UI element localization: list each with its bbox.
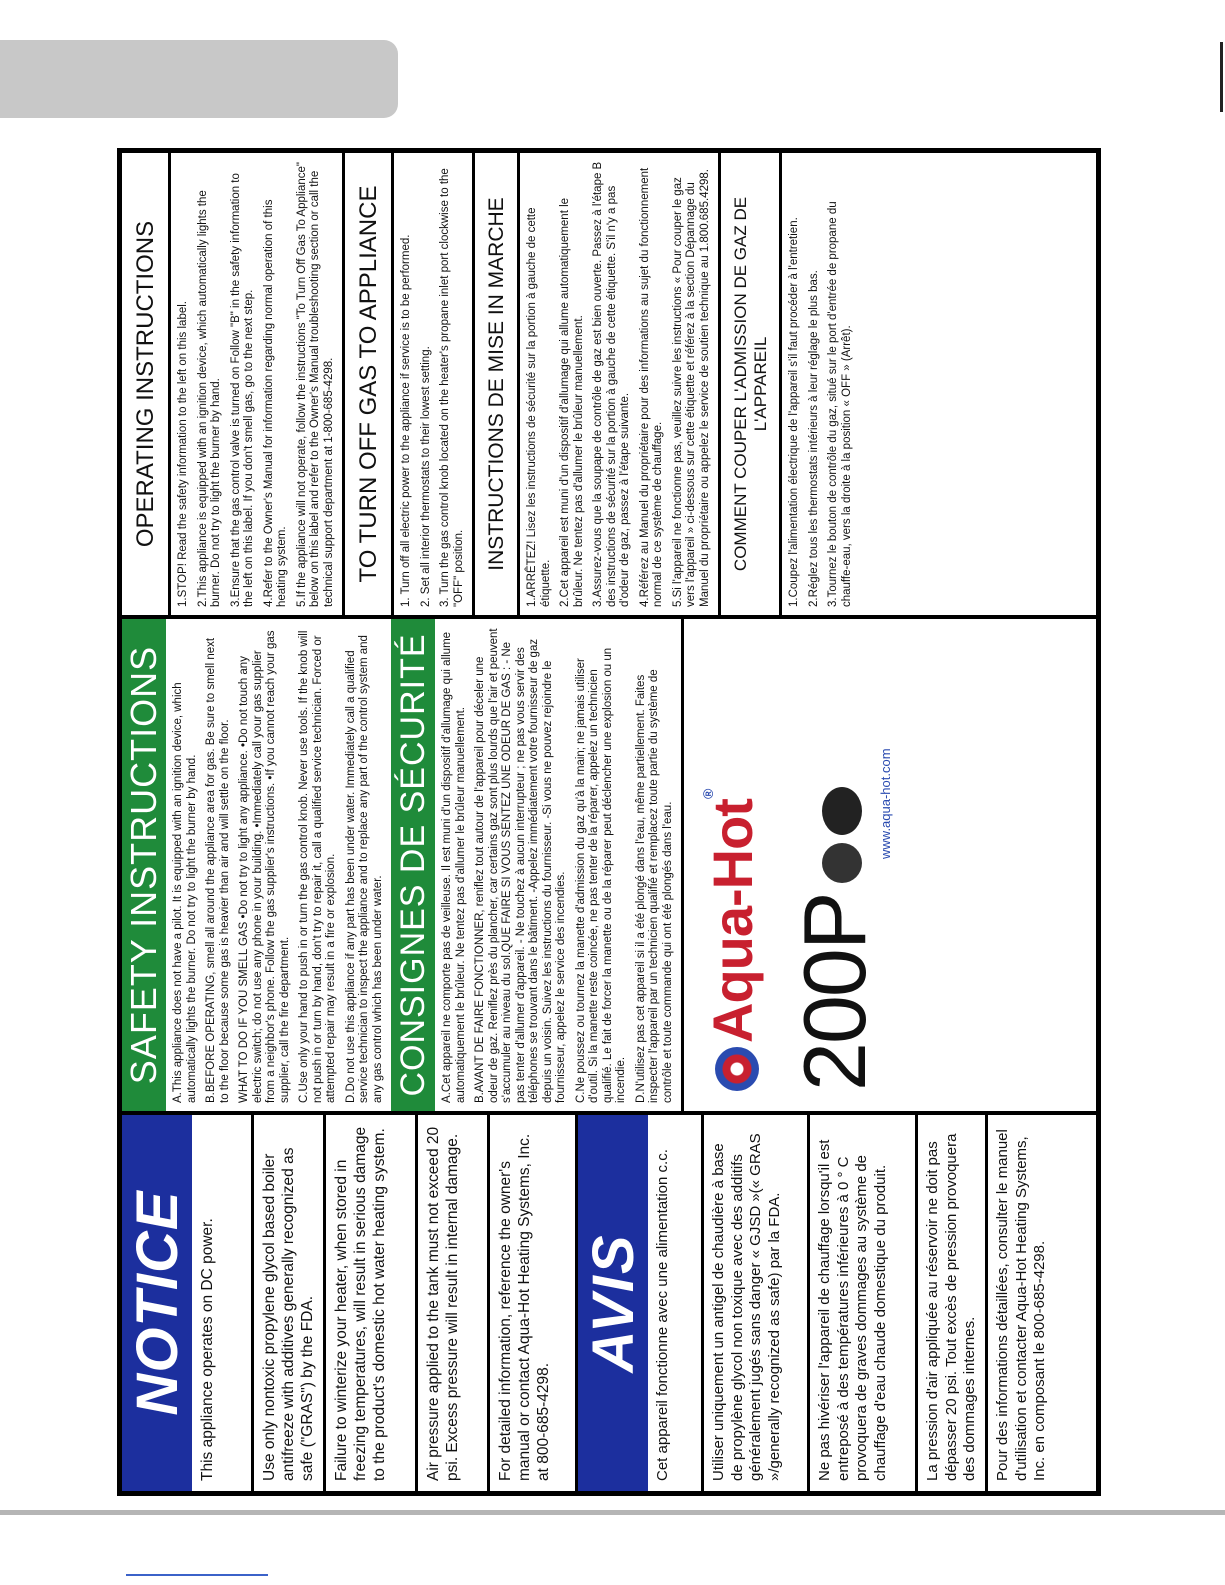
avis-item: Utiliser uniquement un antigel de chaudière à base de propylène glycol non toxique avec des additifs généralement jugés sans danger « GJSD »(« GRAS »/generally recognized as safe) par la FDA.: [704, 1115, 810, 1491]
safety-paragraph: C.Use only your hand to push in or turn the gas control knob. Never use tools. If the knob will not push in or turn by hand, don't try to repair it, call a qualified service technician. Forced or attempted repair may result in a fire or explosion.: [298, 630, 337, 1103]
avis-heading: AVIS: [578, 1115, 648, 1491]
model-text: 200P: [785, 893, 884, 1091]
miseenmarche-step: 3.Assurez-vous que la soupape de contrôle de gaz est bien ouverte. Passez à l'étape B des instructions de sécurité sur la portion à gauche de cette étiquette. S'il n'y a pas d'odeur de gaz, passez à l'étape suivante.: [592, 161, 631, 607]
couper-step: 3.Tournez le bouton de contrôle du gaz, situé sur le port d'entrée de propane du chauffe-eau, vers la droite à la position « OFF » (Arrêt).: [827, 201, 853, 607]
footer-rule: [0, 1510, 1225, 1515]
consignes-paragraph: A.Cet appareil ne comporte pas de veilleuse. Il est muni d'un dispositif d'allumage qui allume automatiquement le brûleur. Ne tentez pas d'allumer le brûleur manuellement.: [441, 631, 467, 1103]
notice-item: Air pressure applied to the tank must not exceed 20 psi. Excess pressure will result in internal damage.: [418, 1115, 490, 1491]
consignes-paragraph: C.Ne poussez ou tournez la manette d'admission du gaz qu'à la main; ne jamais utiliser d'outil. Si la manette reste coincée, ne pas tenter de la réparer, appelez un technicien qualifié. Le fait de forcer la manette ou de la réparer peut déclencher une explosion ou un incendie.: [574, 647, 627, 1103]
turnoff-heading: TO TURN OFF GAS TO APPLIANCE: [342, 153, 394, 615]
couper-heading: COMMENT COUPER L'ADMISSION DE GAZ DE L'APPAREIL: [718, 153, 782, 615]
certification-badge-icon: [822, 787, 862, 835]
notice-item: Failure to winterize your heater, when stored in freezing temperatures, will result in serious damage to the product's domestic hot water heating system.: [326, 1115, 418, 1491]
brand-name: Aqua-Hot: [701, 799, 764, 1043]
safety-label: [117, 148, 1101, 1496]
operating-step: 3.Ensure that the gas control valve is turned on Follow "B" in the safety information to the left on this label. If you don't smell gas, go to the next step.: [229, 173, 255, 607]
certification-badge-icon: [822, 843, 862, 883]
avis-item: Pour des informations détaillées, consulter le manuel d'utilisation et contacter Aqua-Hot Heating Systems, Inc. en composant le 800-685-4298.: [994, 1129, 1048, 1481]
consignes-heading: CONSIGNES DE SÉCURITÉ: [391, 619, 435, 1111]
miseenmarche-step: 1.ARRÊTEZ! Lisez les instructions de sécurité sur la portion à gauche de cette étiquette.: [526, 207, 552, 607]
turnoff-step: 1. Turn off all electric power to the appliance if service is to be performed.: [400, 234, 412, 607]
brand-logo: [700, 790, 765, 1091]
operating-step: 2.This appliance is equipped with an ignition device, which automatically lights the burner. Do not try to light the burner by hand.: [196, 190, 222, 607]
turnoff-step: 3. Turn the gas control knob located on the heater's propane inlet port clockwise to the "OFF" position.: [439, 168, 465, 607]
notice-column: [122, 1111, 1096, 1491]
header-tab: [0, 40, 398, 118]
notice-heading: NOTICE: [122, 1115, 192, 1491]
avis-item: La pression d'air appliquée au réservoir ne doit pas dépasser 20 psi. Tout excès de pression provoquera des dommages internes.: [918, 1115, 988, 1491]
notice-item: Use only nontoxic propylene glycol based boiler antifreeze with additives generally recognized as safe ("GRAS") by the FDA.: [254, 1115, 326, 1491]
consignes-paragraph: B.AVANT DE FAIRE FONCTIONNER, reniflez tout autour de l'appareil pour déceler une odeur de gaz. Reniflez près du plancher, car certains gaz sont plus lourds que l'air et peuvent s'accumuler au niveau du sol.QUE FAIRE SI VOUS SENTEZ UNE ODEUR DE GAS : - Ne pas tenter d'allumer d'appareil. - Ne touchez à aucun interrupteur ; ne pas vous servir des téléphones se trouvant dans le bâtiment. -Appelez immédiatement votre fournisseur de gaz depuis un voisin. Suivez les instructions du fournisseur. -Si vous ne pouvez rejoindre le fournisseur, appelez le service des incendies.: [474, 628, 567, 1103]
miseenmarche-heading: INSTRUCTIONS DE MISE IN MARCHE: [472, 153, 520, 615]
couper-step: 2.Réglez tous les thermostats intérieurs à leur réglage le plus bas.: [807, 270, 820, 607]
miseenmarche-step: 4.Référez au Manuel du propriétaire pour des informations au sujet du fonctionnement normal de ce système de chauffage.: [638, 167, 664, 607]
safety-paragraph: D.Do not use this appliance if any part has been under water. Immediately call a qualified service technician to inspect the appliance and to replace any part of the control system and any gas control which has been under water.: [344, 635, 384, 1103]
operating-column: [122, 153, 1096, 615]
operating-step: 4.Refer to the Owner's Manual for information regarding normal operation of this heating system.: [262, 199, 288, 607]
operating-step: 1.STOP! Read the safety information to the left on this label.: [177, 301, 189, 607]
safety-paragraph: WHAT TO DO IF YOU SMELL GAS •Do not try to light any appliance. •Do not touch any electric switch; do not use any phone in your building. •Immediately call your gas supplier from a neighbor's phone. Follow the gas supplier's instructions. •If you cannot reach your gas supplier, call the fire department.: [238, 630, 291, 1103]
safety-heading: SAFETY INSTRUCTIONS: [122, 619, 166, 1111]
footer-link-underline: [126, 1574, 268, 1576]
operating-heading: OPERATING INSTRUCTIONS: [122, 153, 171, 615]
registered-mark: ®: [700, 789, 716, 800]
notice-item: For detailed information, reference the owner's manual or contact Aqua-Hot Heating Systems, Inc. at 800-685-4298.: [490, 1115, 578, 1491]
brand-block: [681, 619, 903, 1111]
model-number: [784, 787, 886, 1091]
safety-paragraph: B.BEFORE OPERATING, smell all around the appliance area for gas. Be sure to smell next to the floor because some gas is heavier than air and will settle on the floor.: [205, 637, 231, 1103]
aqua-hot-logo-icon: [715, 1047, 759, 1091]
turnoff-step: 2. Set all interior thermostats to their lowest setting.: [419, 346, 432, 607]
safety-column: [122, 615, 1096, 1111]
website-url: www.aqua-hot.com: [878, 748, 893, 859]
miseenmarche-step: 5.Si l'appareil ne fonctionne pas, veuillez suivre les instructions « Pour couper le gaz vers l'appareil » ci-dessous sur cette étiquette et référez à la section Dépannage du Manuel du propriétaire ou appelez le service de soutien technique au 1.800.685.4298.: [671, 169, 711, 607]
avis-item: Ne pas hivériser l'appareil de chauffage lorsqu'il est entreposé à des températures inférieures à 0 ° C provoquera de graves dommages au système de chauffage d'eau chaude domestique du produit.: [810, 1115, 918, 1491]
safety-paragraph: A.This appliance does not have a pilot. It is equipped with an ignition device, which automatically lights the burner. Do not try to light the burner by hand.: [172, 682, 198, 1103]
couper-step: 1.Coupez l'alimentation électrique de l'appareil s'il faut procéder à l'entretien.: [788, 217, 800, 607]
operating-step: 5.If the appliance will not operate, follow the instructions "To Turn Off Gas To Appliance" below on this label and refer to the Owner's Manual troubleshooting section or call the technical support department at 1-800-685-4298.: [295, 162, 335, 607]
consignes-paragraph: D.N'utilisez pas cet appareil si il a été plongé dans l'eau, même partiellement. Faites inspecter l'appareil par un technicien qualifié et remplacez toute partie du système de contrôle et toute commande qui ont été plongés dans l'eau.: [634, 669, 674, 1103]
miseenmarche-step: 2.Cet appareil est muni d'un dispositif d'allumage qui allume automatiquement le brûleur. Ne tentez pas d'allumer le brûleur manuellement.: [559, 197, 585, 607]
label-content: [122, 153, 1096, 1491]
page-edge-mark: [1220, 42, 1223, 112]
avis-item: Cet appareil fonctionne avec une alimentation c.c.: [648, 1115, 704, 1491]
notice-item: This appliance operates on DC power.: [192, 1115, 254, 1491]
